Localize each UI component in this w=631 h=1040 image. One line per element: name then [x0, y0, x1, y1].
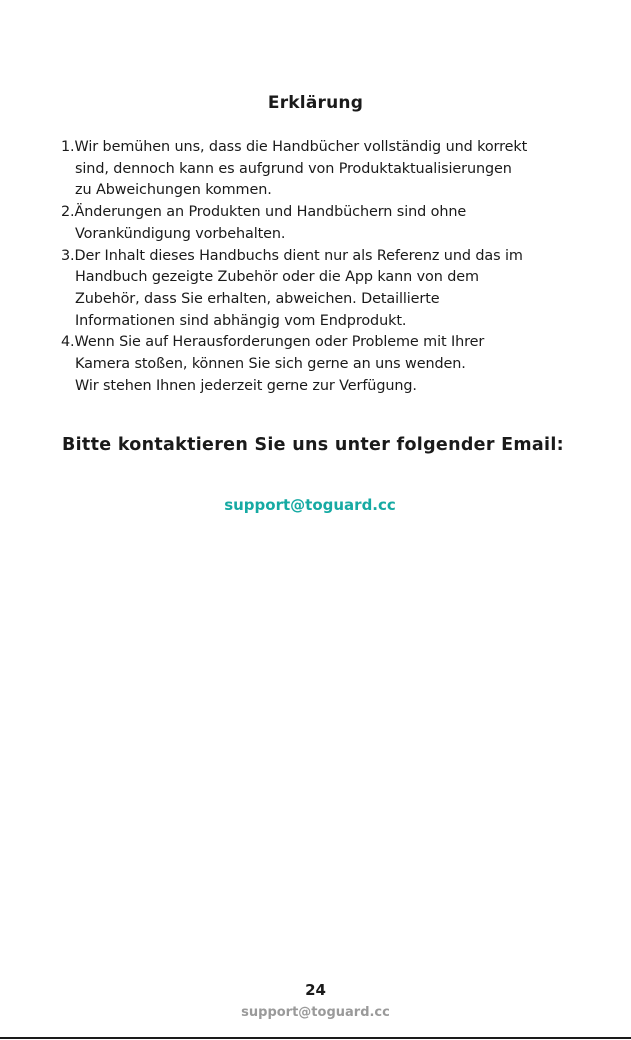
notes-list	[61, 137, 591, 397]
note-line: sind, dennoch kann es aufgrund von Produktaktualisierungen	[75, 160, 512, 177]
bottom-divider	[0, 1037, 631, 1039]
note-line: Zubehör, dass Sie erhalten, abweichen. Detaillierte	[75, 290, 440, 307]
note-line: Vorankündigung vorbehalten.	[75, 225, 286, 242]
note-line: 2.Änderungen an Produkten und Handbüchern sind ohne	[61, 204, 467, 221]
note-line: Kamera stoßen, können Sie sich gerne an uns wenden.	[75, 356, 466, 373]
note-line: Wir stehen Ihnen jederzeit gerne zur Verfügung.	[75, 377, 417, 394]
support-email-link[interactable]: support@toguard.cc	[224, 496, 396, 514]
contact-heading: Bitte kontaktieren Sie uns unter folgender Email:	[62, 435, 564, 455]
note-line: zu Abweichungen kommen.	[75, 182, 272, 199]
note-item	[61, 332, 591, 397]
footer-email: support@toguard.cc	[241, 1005, 390, 1020]
page-number: 24	[305, 981, 326, 999]
note-item	[61, 202, 591, 245]
note-item	[61, 137, 591, 202]
note-item	[61, 246, 591, 333]
note-line: 1.Wir bemühen uns, dass die Handbücher vollständig und korrekt	[61, 139, 528, 155]
page-title: Erklärung	[267, 93, 364, 113]
note-line: Informationen sind abhängig vom Endprodukt.	[75, 312, 407, 329]
note-line: 3.Der Inhalt dieses Handbuchs dient nur als Referenz und das im	[61, 247, 523, 264]
note-line: Handbuch gezeigte Zubehör oder die App kann von dem	[75, 269, 479, 286]
note-line: 4.Wenn Sie auf Herausforderungen oder Probleme mit Ihrer	[61, 334, 485, 351]
